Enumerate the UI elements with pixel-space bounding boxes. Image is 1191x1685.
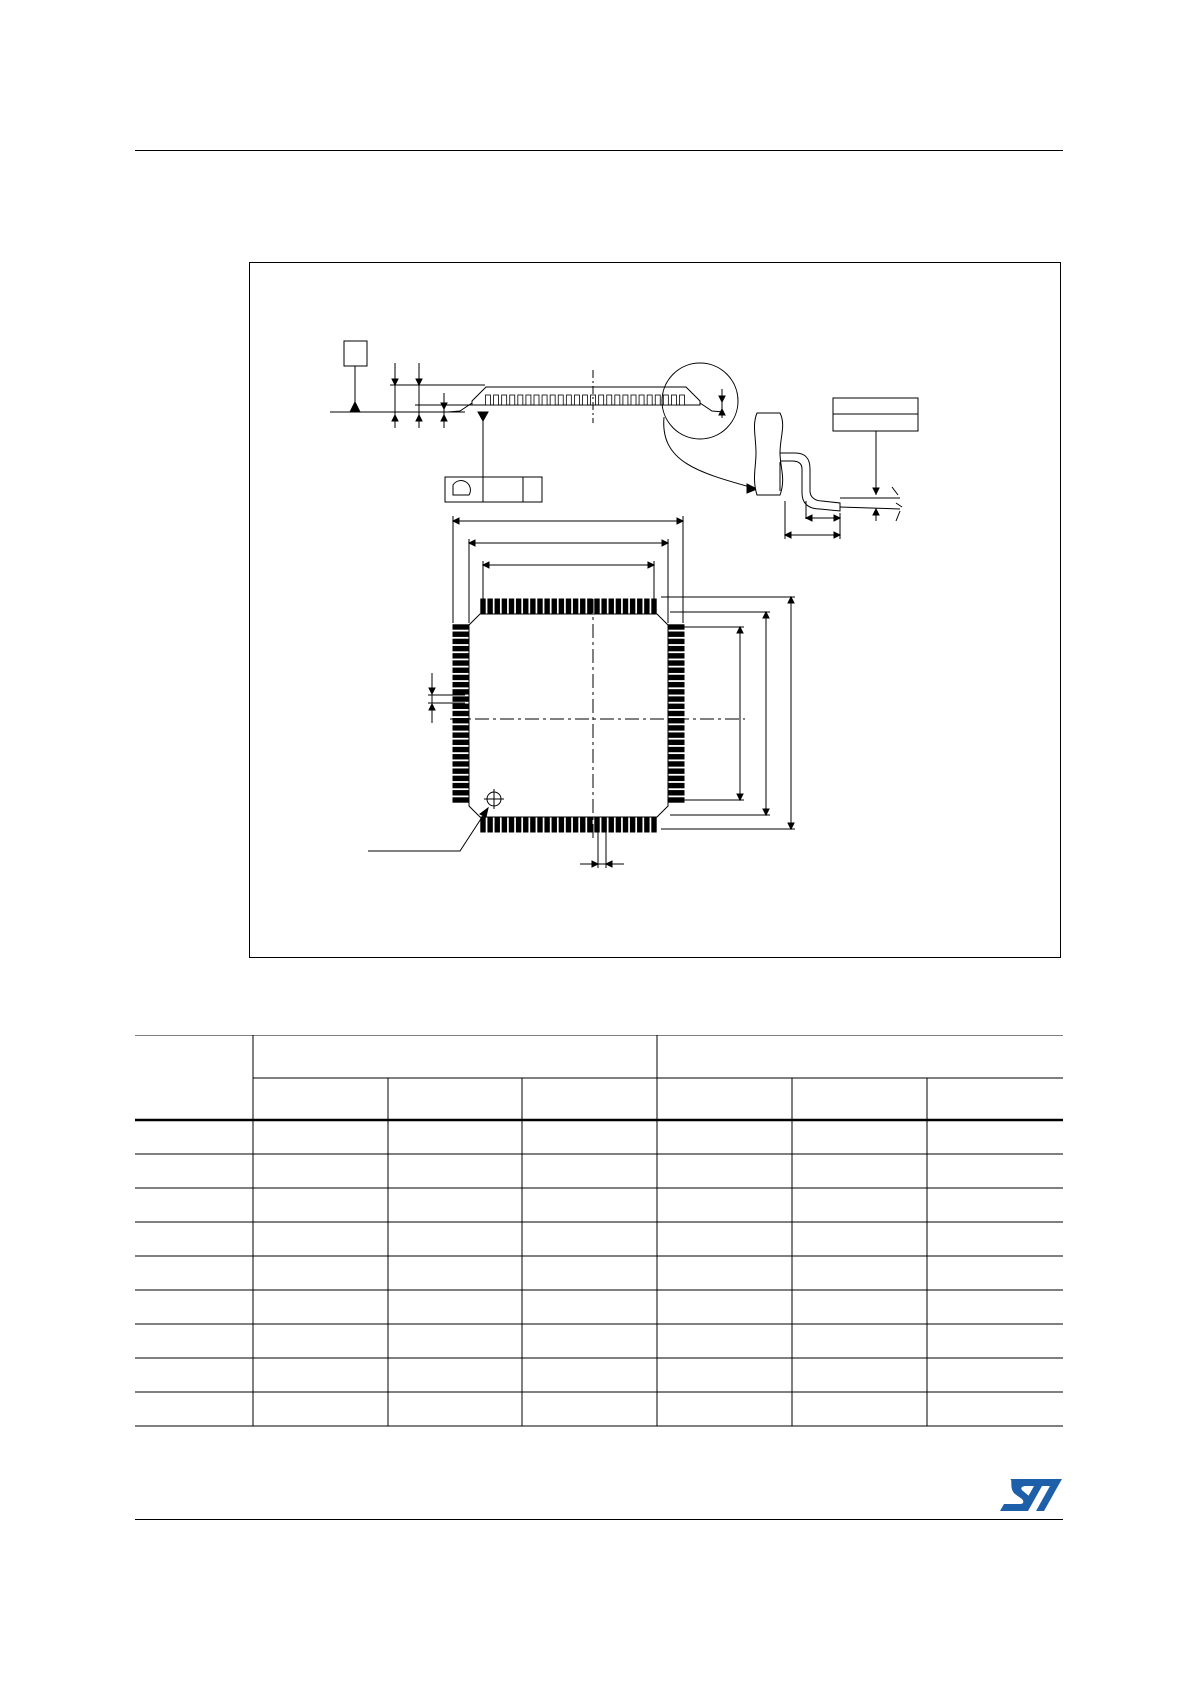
lead-right <box>667 704 684 708</box>
table-cell <box>136 1393 252 1425</box>
table-cell <box>793 1189 926 1221</box>
table-cell <box>523 1189 656 1221</box>
table-cell <box>658 1359 791 1391</box>
table-cell <box>254 1393 387 1425</box>
table-cell <box>928 1291 1062 1323</box>
table-cell <box>254 1257 387 1289</box>
side-lead <box>615 395 620 405</box>
lead-bottom <box>645 816 649 832</box>
lead-right <box>667 747 684 751</box>
table-cell <box>523 1291 656 1323</box>
seating-plane-label-box <box>344 341 367 366</box>
side-lead <box>655 395 660 405</box>
table-cell <box>136 1257 252 1289</box>
side-lead <box>534 395 539 405</box>
table-cell <box>523 1223 656 1255</box>
table-cell <box>389 1257 521 1289</box>
table-cell <box>136 1121 252 1153</box>
table-cell <box>928 1359 1062 1391</box>
table-cell <box>523 1393 656 1425</box>
table-cell <box>658 1121 791 1153</box>
table-cell <box>254 1325 387 1357</box>
lead-left <box>453 783 470 787</box>
lead-right <box>667 733 684 737</box>
lead-left <box>453 675 470 679</box>
lead-top <box>538 599 542 615</box>
side-lead <box>486 395 491 405</box>
footer-rule <box>135 1519 1063 1520</box>
table-cell <box>254 1155 387 1187</box>
side-lead <box>494 395 499 405</box>
lead-bottom <box>623 816 627 832</box>
top-view <box>368 516 795 868</box>
side-lead <box>623 395 628 405</box>
table-grid <box>135 1035 1063 1427</box>
lead-left <box>453 704 470 708</box>
lead-top <box>516 599 520 615</box>
lead-top <box>581 599 585 615</box>
lead-left <box>453 639 470 643</box>
table-cell <box>136 1325 252 1357</box>
lead-right <box>667 726 684 730</box>
lead-bottom <box>588 816 592 832</box>
lead-right <box>667 711 684 715</box>
lead-top <box>588 599 592 615</box>
lead-bottom <box>616 816 620 832</box>
side-lead <box>542 395 547 405</box>
lead-top <box>509 599 513 615</box>
lead-right <box>667 682 684 686</box>
table-cell <box>523 1257 656 1289</box>
lead-left <box>453 791 470 795</box>
table-cell <box>254 1223 387 1255</box>
table-cell <box>928 1325 1062 1357</box>
side-lead <box>550 395 555 405</box>
table-cell <box>254 1359 387 1391</box>
side-lead <box>574 395 579 405</box>
lead-bottom <box>545 816 549 832</box>
lead-bottom <box>524 816 528 832</box>
table-cell <box>658 1291 791 1323</box>
lead-bottom <box>488 816 492 832</box>
lead-left <box>453 755 470 759</box>
lead-top <box>573 599 577 615</box>
lead-left <box>453 733 470 737</box>
header-rule <box>135 150 1063 151</box>
package-outline-drawing <box>250 263 1062 959</box>
table-cell <box>793 1121 926 1153</box>
side-lead <box>558 395 563 405</box>
lead-left <box>453 726 470 730</box>
lead-right <box>667 740 684 744</box>
table-cell <box>658 1223 791 1255</box>
lead-bottom <box>538 816 542 832</box>
side-lead <box>599 395 604 405</box>
lead-top <box>488 599 492 615</box>
table-cell <box>793 1257 926 1289</box>
side-view <box>330 341 757 502</box>
table-cell <box>254 1189 387 1221</box>
lead-right <box>667 646 684 650</box>
lead-top <box>602 599 606 615</box>
side-lead <box>510 395 515 405</box>
lead-bottom <box>630 816 634 832</box>
lead-left <box>453 740 470 744</box>
lead-bottom <box>573 816 577 832</box>
lead-top <box>623 599 627 615</box>
side-lead <box>502 395 507 405</box>
lead-left <box>453 646 470 650</box>
st-logo <box>996 1477 1064 1513</box>
table-cell <box>793 1325 926 1357</box>
side-lead <box>526 395 531 405</box>
side-lead <box>671 395 676 405</box>
lead-bottom <box>531 816 535 832</box>
lead-right <box>667 769 684 773</box>
lead-bottom <box>509 816 513 832</box>
lead-right <box>667 690 684 694</box>
side-lead <box>518 395 523 405</box>
table-cell <box>793 1393 926 1425</box>
lead-right <box>667 625 684 629</box>
lead-left <box>453 682 470 686</box>
lead-top <box>609 599 613 615</box>
table-cell <box>928 1223 1062 1255</box>
lead-left <box>453 697 470 701</box>
lead-top <box>559 599 563 615</box>
table-cell <box>658 1325 791 1357</box>
side-lead <box>647 395 652 405</box>
table-cell <box>389 1291 521 1323</box>
lead-right <box>667 668 684 672</box>
lead-right <box>667 654 684 658</box>
table-cell <box>136 1223 252 1255</box>
lead-right <box>667 639 684 643</box>
lead-bottom <box>502 816 506 832</box>
lead-bottom <box>566 816 570 832</box>
lead-left <box>453 776 470 780</box>
lead-top <box>481 599 485 615</box>
lead-right <box>667 791 684 795</box>
lead-top <box>552 599 556 615</box>
mechanical-data-table <box>135 1035 1063 1427</box>
side-lead <box>631 395 636 405</box>
table-cell <box>389 1223 521 1255</box>
table-cell <box>136 1359 252 1391</box>
table-cell <box>658 1189 791 1221</box>
package-body-top <box>469 614 668 817</box>
lead-left <box>453 711 470 715</box>
table-cell <box>523 1155 656 1187</box>
table-cell <box>389 1393 521 1425</box>
lead-bottom <box>638 816 642 832</box>
lead-top <box>495 599 499 615</box>
lead-top <box>595 599 599 615</box>
lead-right <box>667 632 684 636</box>
table-cell <box>793 1359 926 1391</box>
lead-bottom <box>602 816 606 832</box>
lead-bottom <box>516 816 520 832</box>
table-cell <box>658 1393 791 1425</box>
lead-bottom <box>595 816 599 832</box>
lead-bottom <box>652 816 656 832</box>
lead-top <box>545 599 549 615</box>
lead-left <box>453 661 470 665</box>
table-cell <box>928 1257 1062 1289</box>
lead-left <box>453 654 470 658</box>
lead-top <box>645 599 649 615</box>
lead-top <box>502 599 506 615</box>
table-cell <box>658 1257 791 1289</box>
lead-detail-body <box>754 413 782 495</box>
lead-bottom <box>495 816 499 832</box>
lead-top <box>652 599 656 615</box>
table-cell <box>928 1189 1062 1221</box>
lead-right <box>667 661 684 665</box>
side-lead <box>566 395 571 405</box>
table-cell <box>389 1325 521 1357</box>
lead-right <box>667 783 684 787</box>
lead-top <box>524 599 528 615</box>
side-lead <box>680 395 685 405</box>
lead-left <box>453 747 470 751</box>
table-cell <box>254 1121 387 1153</box>
lead-top <box>638 599 642 615</box>
lead-left <box>453 769 470 773</box>
table-cell <box>389 1121 521 1153</box>
lead-left <box>453 762 470 766</box>
table-cell <box>793 1155 926 1187</box>
table-cell <box>523 1359 656 1391</box>
table-cell <box>523 1325 656 1357</box>
lead-right <box>667 798 684 802</box>
lead-bottom <box>581 816 585 832</box>
table-cell <box>389 1359 521 1391</box>
table-cell <box>658 1155 791 1187</box>
lead-left <box>453 668 470 672</box>
table-cell <box>136 1291 252 1323</box>
table-cell <box>793 1291 926 1323</box>
lead-right <box>667 697 684 701</box>
lead-bottom <box>609 816 613 832</box>
lead-left <box>453 690 470 694</box>
table-cell <box>254 1291 387 1323</box>
lead-top <box>566 599 570 615</box>
side-lead <box>663 395 668 405</box>
table-cell <box>136 1189 252 1221</box>
side-lead <box>639 395 644 405</box>
table-cell <box>523 1121 656 1153</box>
lead-top <box>531 599 535 615</box>
lead-right <box>667 675 684 679</box>
table-cell <box>136 1155 252 1187</box>
table-cell <box>389 1155 521 1187</box>
lead-right <box>667 776 684 780</box>
lead-left <box>453 632 470 636</box>
table-cell <box>928 1393 1062 1425</box>
lead-left <box>453 798 470 802</box>
side-lead <box>583 395 588 405</box>
lead-top <box>630 599 634 615</box>
side-lead <box>607 395 612 405</box>
lead-bottom <box>552 816 556 832</box>
lead-top <box>616 599 620 615</box>
lead-detail <box>754 398 918 539</box>
lead-right <box>667 762 684 766</box>
lead-bottom <box>559 816 563 832</box>
package-outline-figure <box>249 262 1061 958</box>
table-cell <box>928 1121 1062 1153</box>
table-cell <box>793 1223 926 1255</box>
lead-right <box>667 755 684 759</box>
table-cell <box>389 1189 521 1221</box>
lead-left <box>453 625 470 629</box>
table-cell <box>928 1155 1062 1187</box>
